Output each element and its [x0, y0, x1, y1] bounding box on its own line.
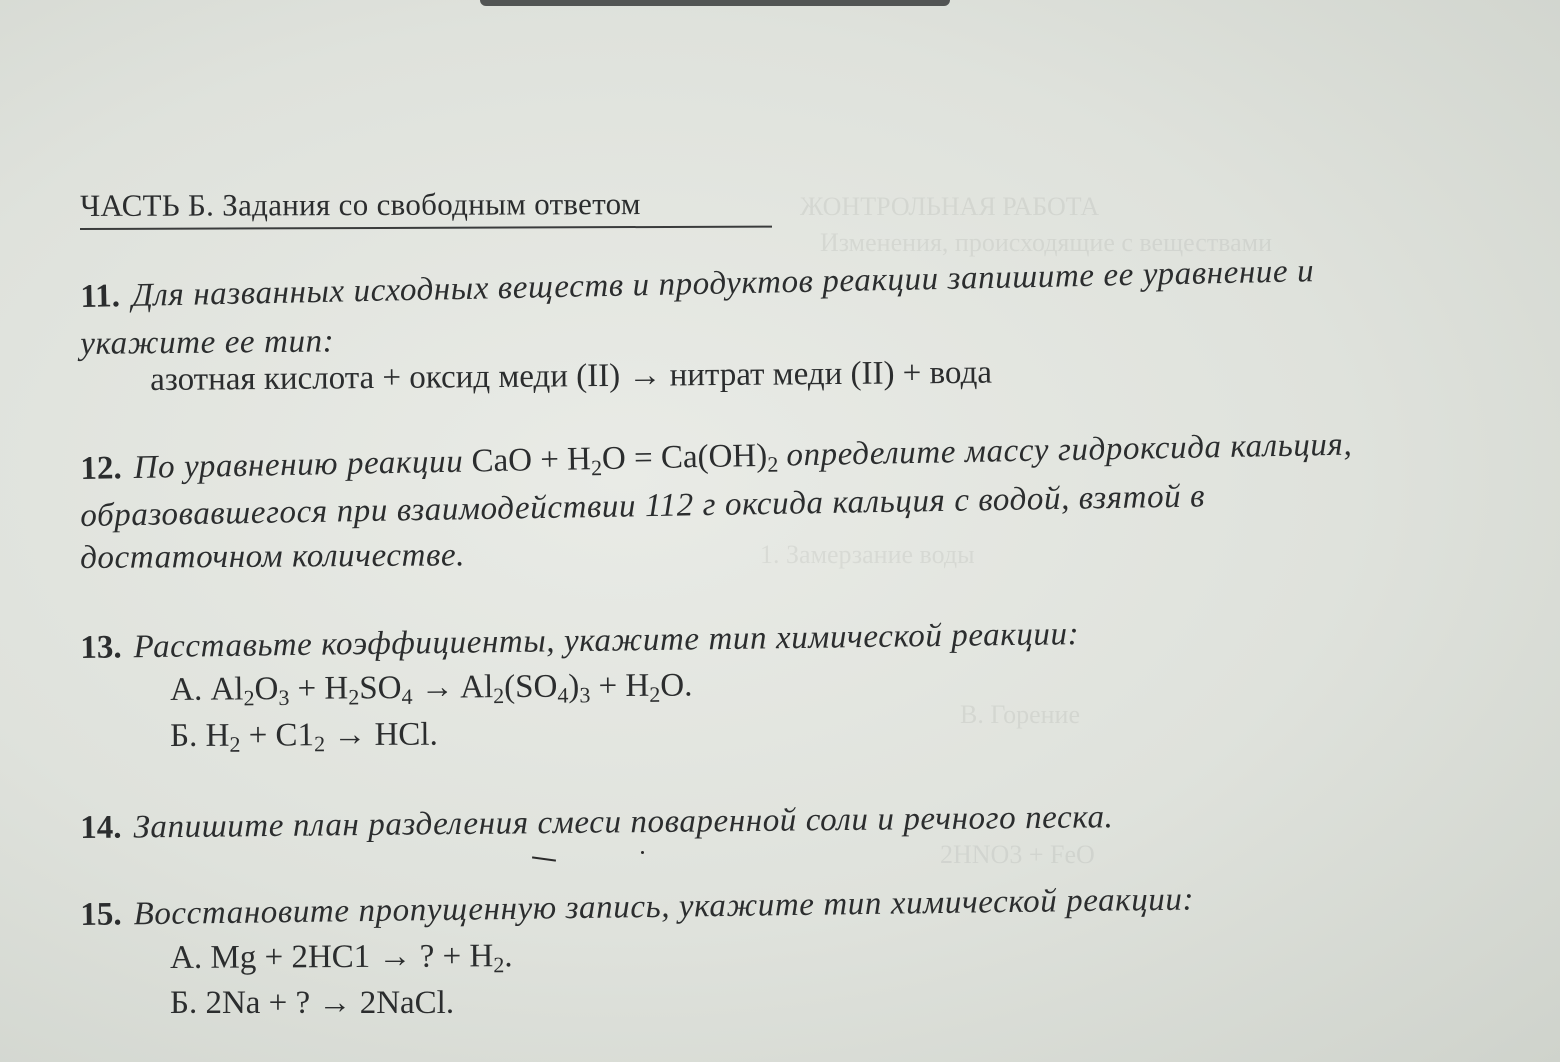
- task-12-text-cont: образовавшегося при взаимодействии 112 г оксида кальция с водой, взятой в: [80, 478, 1206, 534]
- task-13-line-1: [80, 612, 1080, 670]
- eq-part: Mg + 2HC1 → ? + H: [210, 938, 494, 976]
- task-number: 12.: [80, 450, 123, 487]
- bleed-through-text: 1. Замерзание воды: [760, 540, 975, 569]
- subscript: 2: [767, 451, 779, 477]
- eq-part: .: [504, 938, 513, 975]
- task-12-equation: [471, 438, 778, 480]
- task-11-line-2: [80, 319, 335, 366]
- task-12-line-3: [80, 533, 465, 580]
- subscript: 2: [493, 952, 505, 978]
- task-15-equation-b: [170, 985, 454, 1022]
- task-15-equation-a: [170, 938, 513, 980]
- task-12-text-end: достаточном количестве.: [80, 537, 466, 576]
- option-label: А.: [170, 939, 203, 976]
- eq-part: O = Ca(OH): [601, 437, 768, 477]
- option-label: Б.: [170, 717, 198, 754]
- bleed-through-text: В. Горение: [960, 700, 1080, 729]
- bleed-through-text: ЖОНТРОЛЬНАЯ РАБОТА: [800, 192, 1100, 221]
- task-11-text: Для названных исходных веществ и продуктов реакции запишите ее уравнение и: [131, 253, 1315, 314]
- eq-part: CaO + H: [471, 441, 592, 480]
- task-number: 13.: [80, 629, 122, 666]
- task-12-lead: По уравнению реакции: [133, 443, 464, 486]
- task-12-text: определите массу гидроксида кальция,: [786, 426, 1353, 474]
- task-15-text: Восстановите пропущенную запись, укажите тип химической реакции:: [133, 881, 1195, 933]
- top-edge-shadow: [480, 0, 950, 6]
- task-14-text: Запишите план разделения смеси поваренной соли и речного песка.: [133, 799, 1114, 846]
- heading-underline: [80, 226, 772, 230]
- task-13-text: Расставьте коэффициенты, укажите тип химической реакции:: [133, 616, 1080, 666]
- task-15-line-1: [80, 877, 1194, 937]
- eq-part: 2Na + ? → 2NaCl.: [205, 985, 455, 1021]
- section-heading: ЧАСТЬ Б. Задания со свободным ответом: [80, 186, 641, 223]
- task-11-text-cont: укажите ее тип:: [80, 323, 335, 362]
- task-number: 11.: [80, 278, 121, 315]
- bleed-through-text: Изменения, происходящие с веществами: [820, 228, 1273, 257]
- option-label: А.: [170, 671, 203, 708]
- bleed-through-text: 2HNO3 + FeO: [940, 840, 1095, 869]
- subscript: 2: [590, 454, 603, 481]
- task-number: 14.: [80, 809, 122, 846]
- option-label: Б.: [170, 985, 198, 1021]
- task-number: 15.: [80, 896, 122, 933]
- task-13-equation-b: Б. $H_2 + C1_2$ → HCl.: [170, 716, 438, 757]
- pen-dot: [641, 851, 644, 854]
- task-13-equation-a: А. $Al_2O_3 + H_2SO_4 \to Al_2(SO_4)_3 + H_2O$.: [170, 667, 693, 711]
- task-11-equation: азотная кислота + оксид меди (II) → нитрат меди (II) + вода: [150, 354, 993, 398]
- task-11-line-1: [80, 249, 1315, 319]
- pen-mark: [532, 856, 556, 861]
